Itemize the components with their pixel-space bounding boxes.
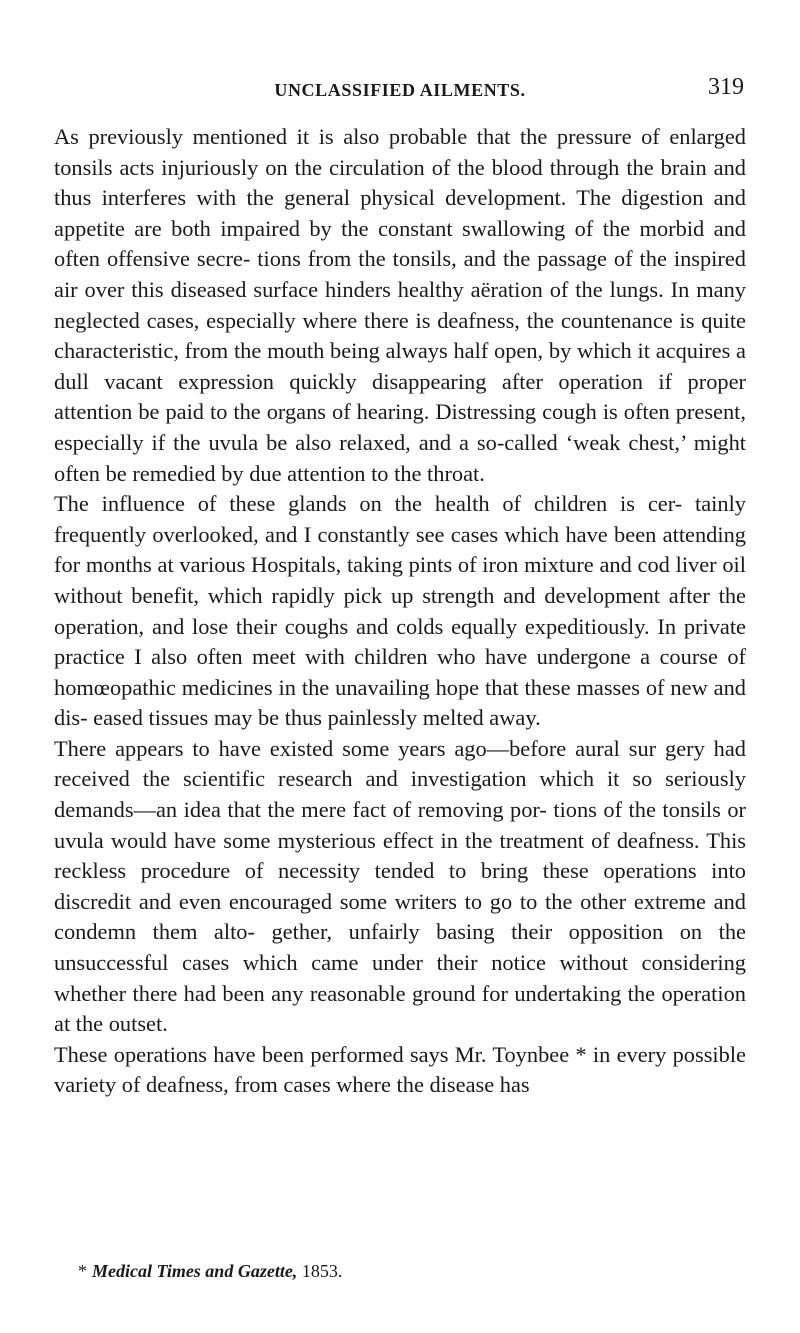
running-title: UNCLASSIFIED AILMENTS. [274, 80, 526, 100]
footnote-year: 1853. [301, 1261, 343, 1281]
footnote [78, 1259, 718, 1283]
footnote-marker: * [78, 1261, 87, 1281]
paragraph: These operations have been performed says Mr. Toynbee * in every possible variety of deafness, from cases where the disease has [54, 1041, 746, 1098]
paragraph: The influence of these glands on the health of children is cer- tainly frequently overlooked, and I constantly see cases which have been attending for months at various Hospitals, taking pints of iron mixture and cod liver oil without benefit, which rapidly pick up strength and development after the operation, and lose their coughs and colds equally expeditiously. In private practice I also often meet with children who have undergone a course of homœopathic medicines in the unavailing hope that these masses of new and dis- eased tissues may be thus painlessly melted away. [54, 491, 746, 731]
paragraph: There appears to have existed some years ago—before aural sur gery had received the scientific research and investigation which it so seriously demands—an idea that the mere fact of removing por- tions of the tonsils or uvula would have some mysterious effect in the treatment of deafness. This reckless procedure of necessity tended to bring these operations into discredit and even encouraged some writers to go to the other extreme and condemn them alto- gether, unfairly basing their opposition on the unsuccessful cases which came under their notice without considering whether there had been any reasonable ground for undertaking the operation at the outset. [54, 735, 746, 1037]
page-number: 319 [708, 74, 744, 100]
footnote-source: Medical Times and Gazette, [92, 1261, 298, 1281]
paragraph: As previously mentioned it is also probable that the pressure of enlarged tonsils acts injuriously on the circulation of the blood through the brain and thus interferes with the general physical development. The digestion and appetite are both impaired by the constant swallowing of the morbid and often offensive secre- tions from the tonsils, and the passage of the inspired air over this diseased surface hinders healthy aëration of the lungs. In many neglected cases, especially where there is deafness, the countenance is quite characteristic, from the mouth being always half open, by which it acquires a dull vacant expression quickly disappearing after operation if proper attention be paid to the organs of hearing. Distressing cough is often present, especially if the uvula be also relaxed, and a so-called ‘weak chest,’ might often be remedied by due attention to the throat. [54, 124, 746, 486]
running-header [60, 74, 744, 108]
body-text [54, 122, 746, 1101]
